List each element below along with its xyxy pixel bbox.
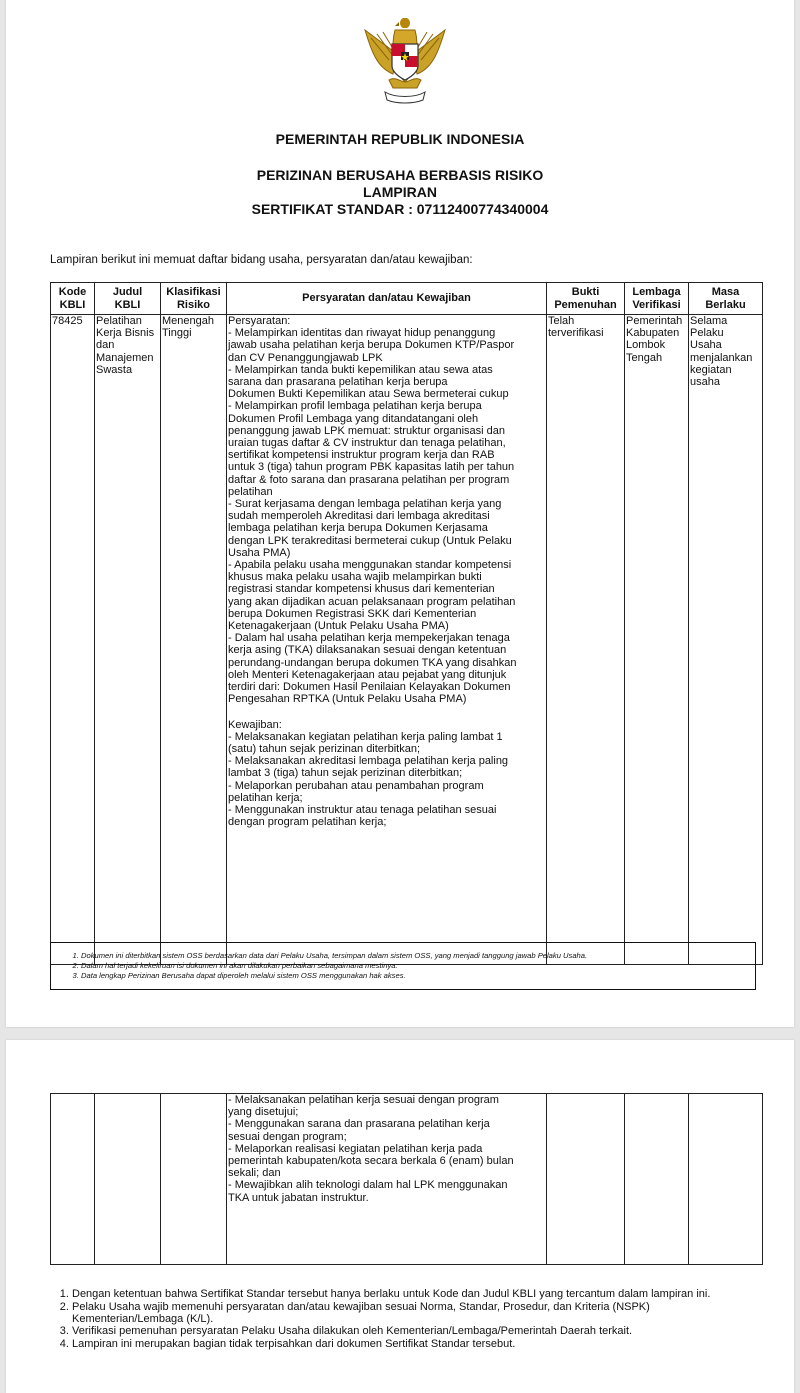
- cell-empty: [689, 1094, 763, 1265]
- footnote-item: 2. Dalam hal terjadi kekeliruan isi dokumen ini akan dilakukan perbaikan sebagaimana mestinya.: [81, 961, 755, 971]
- note-item: 1. Dengan ketentuan bahwa Sertifikat Standar tersebut hanya berlaku untuk Kode dan Judul KBLI yang tercantum dalam lampiran ini.: [72, 1289, 762, 1301]
- certificate-number: 07112400774340004: [416, 201, 549, 217]
- continuation-table: [50, 1093, 763, 1265]
- table-row: [51, 1094, 763, 1265]
- col-header-judul: Judul KBLI: [95, 283, 161, 315]
- col-header-persyaratan: Persyaratan dan/atau Kewajiban: [227, 283, 547, 315]
- note-item: 3. Verifikasi pemenuhan persyaratan Pelaku Usaha dilakukan oleh Kementerian/Lembaga/Pemerintah Daerah terkait.: [72, 1326, 762, 1338]
- document-page-2: [6, 1040, 794, 1393]
- cell-lembaga: Pemerintah Kabupaten Lombok Tengah: [625, 315, 689, 965]
- cell-empty: [51, 1094, 95, 1265]
- cell-persyaratan: Persyaratan: - Melampirkan identitas dan riwayat hidup penanggung jawab usaha pelatihan kerja berupa Dokumen KTP/Paspor dan CV Penanggungjawab LPK - Melampirkan tanda bukti kepemilikan atau sewa atas sarana dan prasarana pelatihan kerja berupa Dokumen Bukti Kepemilikan atau Sewa bermeterai cukup - Melampirkan profil lembaga pelatihan kerja berupa Dokumen Profil Lembaga yang ditandatangani oleh penanggung jawab LPK memuat: struktur organisasi dan uraian tugas daftar & CV instruktur dan tenaga pelatihan, sertifikat kompetensi instruktur program kerja dan RAB untuk 3 (tiga) tahun program PBK kapasitas latih per tahun daftar & foto sarana dan prasarana pelatihan per program pelatihan - Surat kerjasama dengan lembaga pelatihan kerja yang sudah memperoleh Akreditasi dari lembaga akreditasi lembaga pelatihan kerja berupa Dokumen Kerjasama dengan LPK terakreditasi bermeterai cukup (Untuk Pelaku Usaha PMA) - Apabila pelaku usaha menggunakan standar kompetensi khusus maka pelaku usaha wajib melampirkan bukti registrasi standar kompetensi khusus dari kementerian yang akan dijadikan acuan pelaksanaan program pelatihan berupa Dokumen Registrasi SKK dari Kementerian Ketenagakerjaan (Untuk Pelaku Usaha PMA) - Dalam hal usaha pelatihan kerja mempekerjakan tenaga kerja asing (TKA) dilaksanakan sesuai dengan ketentuan perundang-undangan berupa dokumen TKA yang disahkan oleh Menteri Ketenagakerjaan atau pejabat yang ditunjuk terdiri dari: Dokumen Hasil Penilaian Kelayakan Dokumen Pengesahan RPTKA (Untuk Pelaku Usaha PMA) Kewajiban: - Melaksanakan kegiatan pelatihan kerja paling lambat 1 (satu) tahun sejak perizinan diterbitkan; - Melaksanakan akreditasi lembaga pelatihan kerja paling lambat 3 (tiga) tahun sejak perizinan diterbitkan; - Melaporkan perubahan atau penambahan program pelatihan kerja; - Menggunakan instruktur atau tenaga pelatihan sesuai dengan program pelatihan kerja;: [227, 315, 547, 965]
- certificate-heading: [6, 201, 794, 217]
- cell-klasifikasi: Menengah Tinggi: [161, 315, 227, 965]
- document-page-1: [6, 0, 794, 1027]
- cell-bukti: Telah terverifikasi: [547, 315, 625, 965]
- col-header-bukti: Bukti Pemenuhan: [547, 283, 625, 315]
- cell-empty: [161, 1094, 227, 1265]
- table-row: [51, 315, 763, 965]
- document-title: PERIZINAN BERUSAHA BERBASIS RISIKO: [256, 167, 544, 183]
- cell-empty: [625, 1094, 689, 1265]
- cell-masa: Selama Pelaku Usaha menjalankan kegiatan usaha: [689, 315, 763, 965]
- table-header-row: [51, 283, 763, 315]
- col-header-masa: Masa Berlaku: [689, 283, 763, 315]
- col-header-kode: Kode KBLI: [51, 283, 95, 315]
- cell-empty: [547, 1094, 625, 1265]
- certificate-label: SERTIFIKAT STANDAR :: [251, 201, 413, 217]
- footnote-item: 3. Data lengkap Perizinan Berusaha dapat diperoleh melalui sistem OSS menggunakan hak akses.: [81, 971, 755, 981]
- government-title: PEMERINTAH REPUBLIK INDONESIA: [275, 131, 525, 147]
- note-item: 2. Pelaku Usaha wajib memenuhi persyaratan dan/atau kewajiban sesuai Norma, Standar, Prosedur, dan Kriteria (NSPK) Kementerian/Lembaga (K/L).: [72, 1302, 762, 1326]
- intro-text: Lampiran berikut ini memuat daftar bidang usaha, persyaratan dan/atau kewajiban:: [50, 254, 473, 266]
- cell-judul: Pelatihan Kerja Bisnis dan Manajemen Swasta: [95, 315, 161, 965]
- garuda-emblem: [355, 10, 455, 110]
- cell-empty: [95, 1094, 161, 1265]
- kbli-table: [50, 282, 763, 965]
- cell-kode: 78425: [51, 315, 95, 965]
- notes-list: [50, 1289, 762, 1351]
- footnote-item: 1. Dokumen ini diterbitkan sistem OSS berdasarkan data dari Pelaku Usaha, tersimpan dalam sistem OSS, yang menjadi tanggung jawab Pelaku Usaha.: [81, 951, 755, 961]
- footnote-box: [50, 942, 756, 990]
- col-header-klasifikasi: Klasifikasi Risiko: [161, 283, 227, 315]
- cell-continuation: - Melaksanakan pelatihan kerja sesuai dengan program yang disetujui; - Menggunakan sarana dan prasarana pelatihan kerja sesuai dengan program; - Melaporkan realisasi kegiatan pelatihan kerja pada pemerintah kabupaten/kota secara berkala 6 (enam) bulan sekali; dan - Mewajibkan alih teknologi dalam hal LPK menggunakan TKA untuk jabatan instruktur.: [227, 1094, 547, 1265]
- appendix-title: LAMPIRAN: [363, 184, 437, 200]
- note-item: 4. Lampiran ini merupakan bagian tidak terpisahkan dari dokumen Sertifikat Standar tersebut.: [72, 1339, 762, 1351]
- col-header-lembaga: Lembaga Verifikasi: [625, 283, 689, 315]
